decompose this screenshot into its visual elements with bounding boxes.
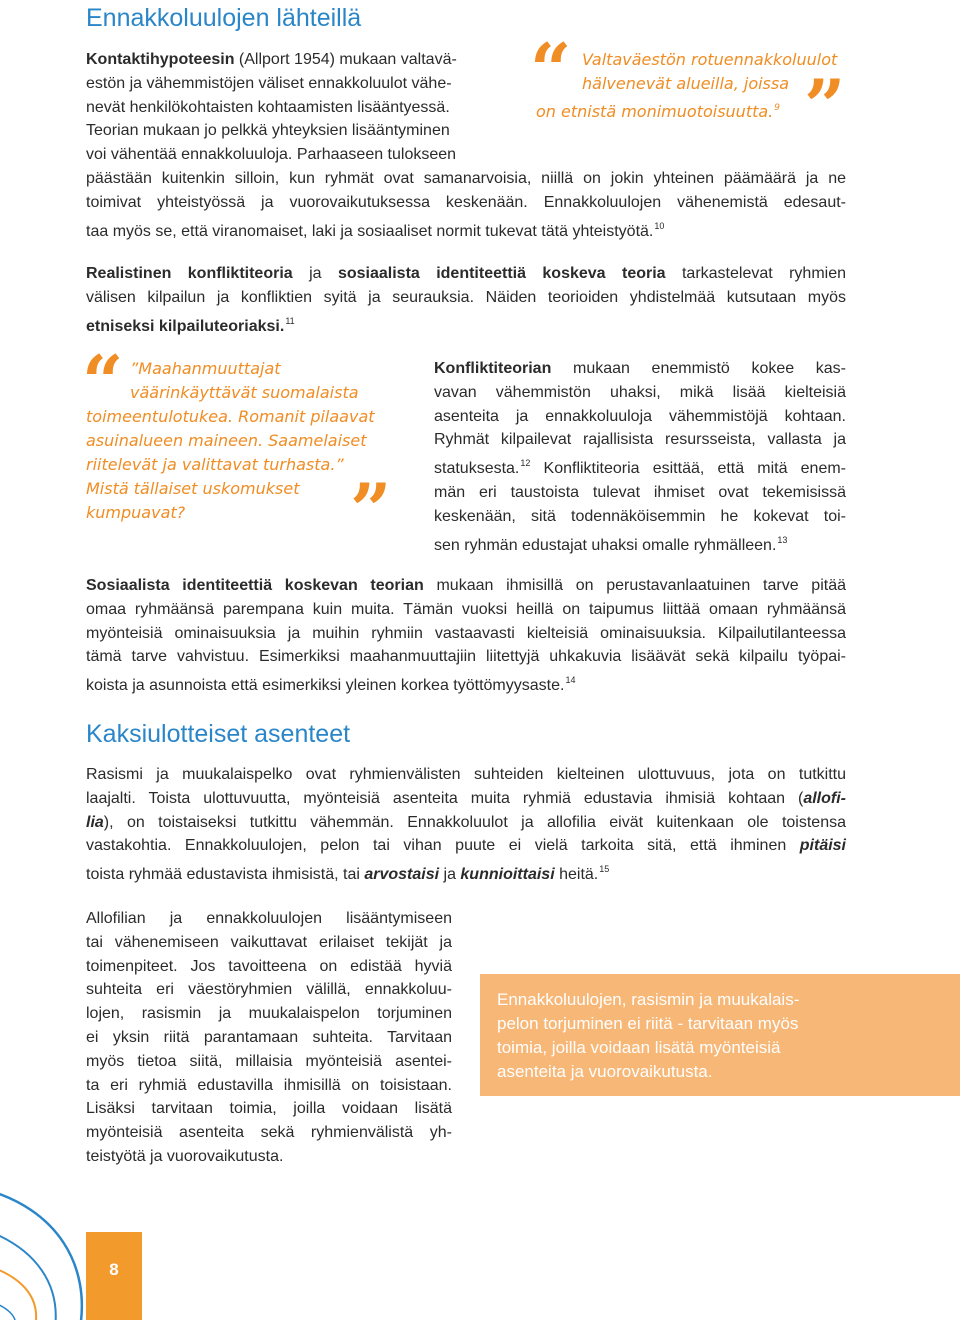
pull-quote-beliefs: ”Maahanmuuttajat väärinkäyttävät suomalaista toimeentulotukea. Romanit pilaavat asuinalueen maineen. Saamelaiset riitelevät ja valittavat turhasta.” Mistä tällaiset uskomukset kumpuavat? [86,359,375,522]
pull-quote-diversity: Valtaväestön rotuennakkoluulot hälvenevät alueilla, joissa on etnistä monimuotoisuutta.$^9$ [536,50,838,121]
section-title-ennakkoluulojen-lahteilla: Ennakkoluulojen lähteillä [86,4,362,32]
footnote-ref: 14 [565,675,576,686]
social-identity-paragraph: Sosiaalista identiteettiä koskevan teorian mukaan ihmisillä on perustavanlaatuinen tarve pitää omaa ryhmäänsä parempana kuin muita. Tämän vuoksi heillä on taipumus liittää omaan ryhmäänsä myönteisiä ominaisuuksia ja muihin ryhmiin vastaavasti kielteisiä ominaisuuksia. Kilpailutilanteessa tämä tarve vahvistuu. Esimerkiksi maahanmuuttajiin liitettyjä uhkakuvia lisäävät sekä kilpailu työpai- koista ja asunnoista että esimerkiksi yleinen korkea työttömyysaste.$^{14}$ [86,577,846,695]
footnote-ref: 9 [774,103,780,113]
blue-arc [0,1298,16,1320]
blue-arc [0,1188,82,1320]
open-quote-icon: “ [82,339,124,424]
contact-hypothesis-paragraph-start: Kontaktihypoteesin (Allport 1954) mukaan valtavä- estön ja vähemmistöjen väliset ennakkoluulot vähe- nevät henkilökohtaisten kohtaamisten lisääntyessä. Teorian mukaan jo pelkkä yhteyksien lisääntyminen voi vähentää ennakkoluuloja. Parhaaseen tulokseen [86,51,457,164]
close-quote-icon: ” [804,63,846,148]
page-number-box [86,1232,142,1320]
two-dimensional-attitudes-paragraph: Rasismi ja muukalaispelko ovat ryhmienvälisten suhteiden kielteinen ulottuvuus, jota on tutkittu laajalti. Toista ulottuvuutta, myönteisiä asenteita muita ryhmiä edustavia ihmisiä kohtaan (allofi- lia), on toistaiseksi tutkittu vähemmän. Ennakkoluulot ja allofilia eivät kuitenkaan ole toistensa vastakohtia. Ennakkoluulojen, pelon tai vihan puute ei vielä tarkoita sitä, että ihminen pitäisi toista ryhmää edustavista ihmisistä, tai arvostaisi ja kunnioittaisi heitä.$^{15}$ [86,766,846,884]
page-number: 8 [109,1260,119,1279]
term-kontaktihypoteesi: Kontaktihypoteesin [86,51,235,68]
footnote-ref: 11 [285,315,295,326]
close-quote-icon: ” [350,467,392,552]
open-quote-icon: “ [530,27,572,112]
allophilia-paragraph: Allofilian ja ennakkoluulojen lisääntymiseen tai vähenemiseen vaikuttavat erilaiset tekijät ja toimenpiteet. Jos tavoitteena on edistää hyviä suhteita eri väestöryhmien välillä, ennakkoluu- lojen, rasismin ja muukalaispelon torjuminen ei yksin riitä parantamaan suhteita. Tarvitaan myös tietoa siitä, millaisia myönteisiä asentei- ta eri ryhmiä edustavilla ihmisillä on toisistaan. Lisäksi tarvitaan toimia, joilla voidaan lisätä myönteisiä asenteita sekä ryhmienvälistä yh- teistyötä ja vuorovaikutusta. [86,910,452,1165]
contact-hypothesis-paragraph-end: päästään kuitenkin silloin, kun ryhmät ovat samanarvoisia, niillä on jokin yhteinen päämäärä ja ne toimivat yhteistyössä ja vuorovaikutuksessa keskenään. Ennakkoluulojen vähenemistä edesaut- taa myös se, että viranomaiset, laki ja sosiaaliset normit tukevat tätä yhteistyötä.$^{10}$ [86,170,846,240]
footnote-ref: 13 [777,534,788,545]
conflict-theories-paragraph: Realistinen konfliktiteoria ja sosiaalista identiteettiä koskeva teoria tarkastelevat ryhmien välisen kilpailun ja konfliktien syitä ja seurauksia. Näiden teorioiden yhdistelmää kutsutaan myös etniseksi kilpailuteoriaksi.$^{11}$ [86,265,847,335]
term-konfliktiteoria: Konfliktiteorian [434,360,552,377]
term-sosiaalinen-identiteetti: Sosiaalista identiteettiä koskevan teorian [86,577,424,594]
conflict-theory-column: Konfliktiteorian mukaan enemmistö kokee kas- vavan vähemmistön uhaksi, mikä lisää kielteisiä asenteita ja ennakkoluuloja vähemmistöjä kohtaan. Ryhmät kilpailevat rajallisista resursseista, vallasta ja statuksesta.$^{12}$ Konfliktiteoria esittää, että mitä enem- män eri taustoista tulevat ihmiset ovat tekemisissä keskenään, sitä todennäköisemmin he kokevat toi- sen ryhmän edustajat uhaksi omalle ryhmälleen.$^{13}$ [434,360,846,554]
callout-box: Ennakkoluulojen, rasismin ja muukalais- pelon torjuminen ei riitä - tarvitaan myös toimia, joilla voidaan lisätä myönteisiä asenteita ja vuorovaikutusta. [480,974,960,1096]
footnote-ref: 10 [654,220,665,231]
orange-arc [0,1263,36,1320]
section-title-kaksiulotteiset-asenteet: Kaksiulotteiset asenteet [86,720,351,748]
footnote-ref: 12 [520,458,531,469]
footnote-ref: 15 [599,864,610,875]
